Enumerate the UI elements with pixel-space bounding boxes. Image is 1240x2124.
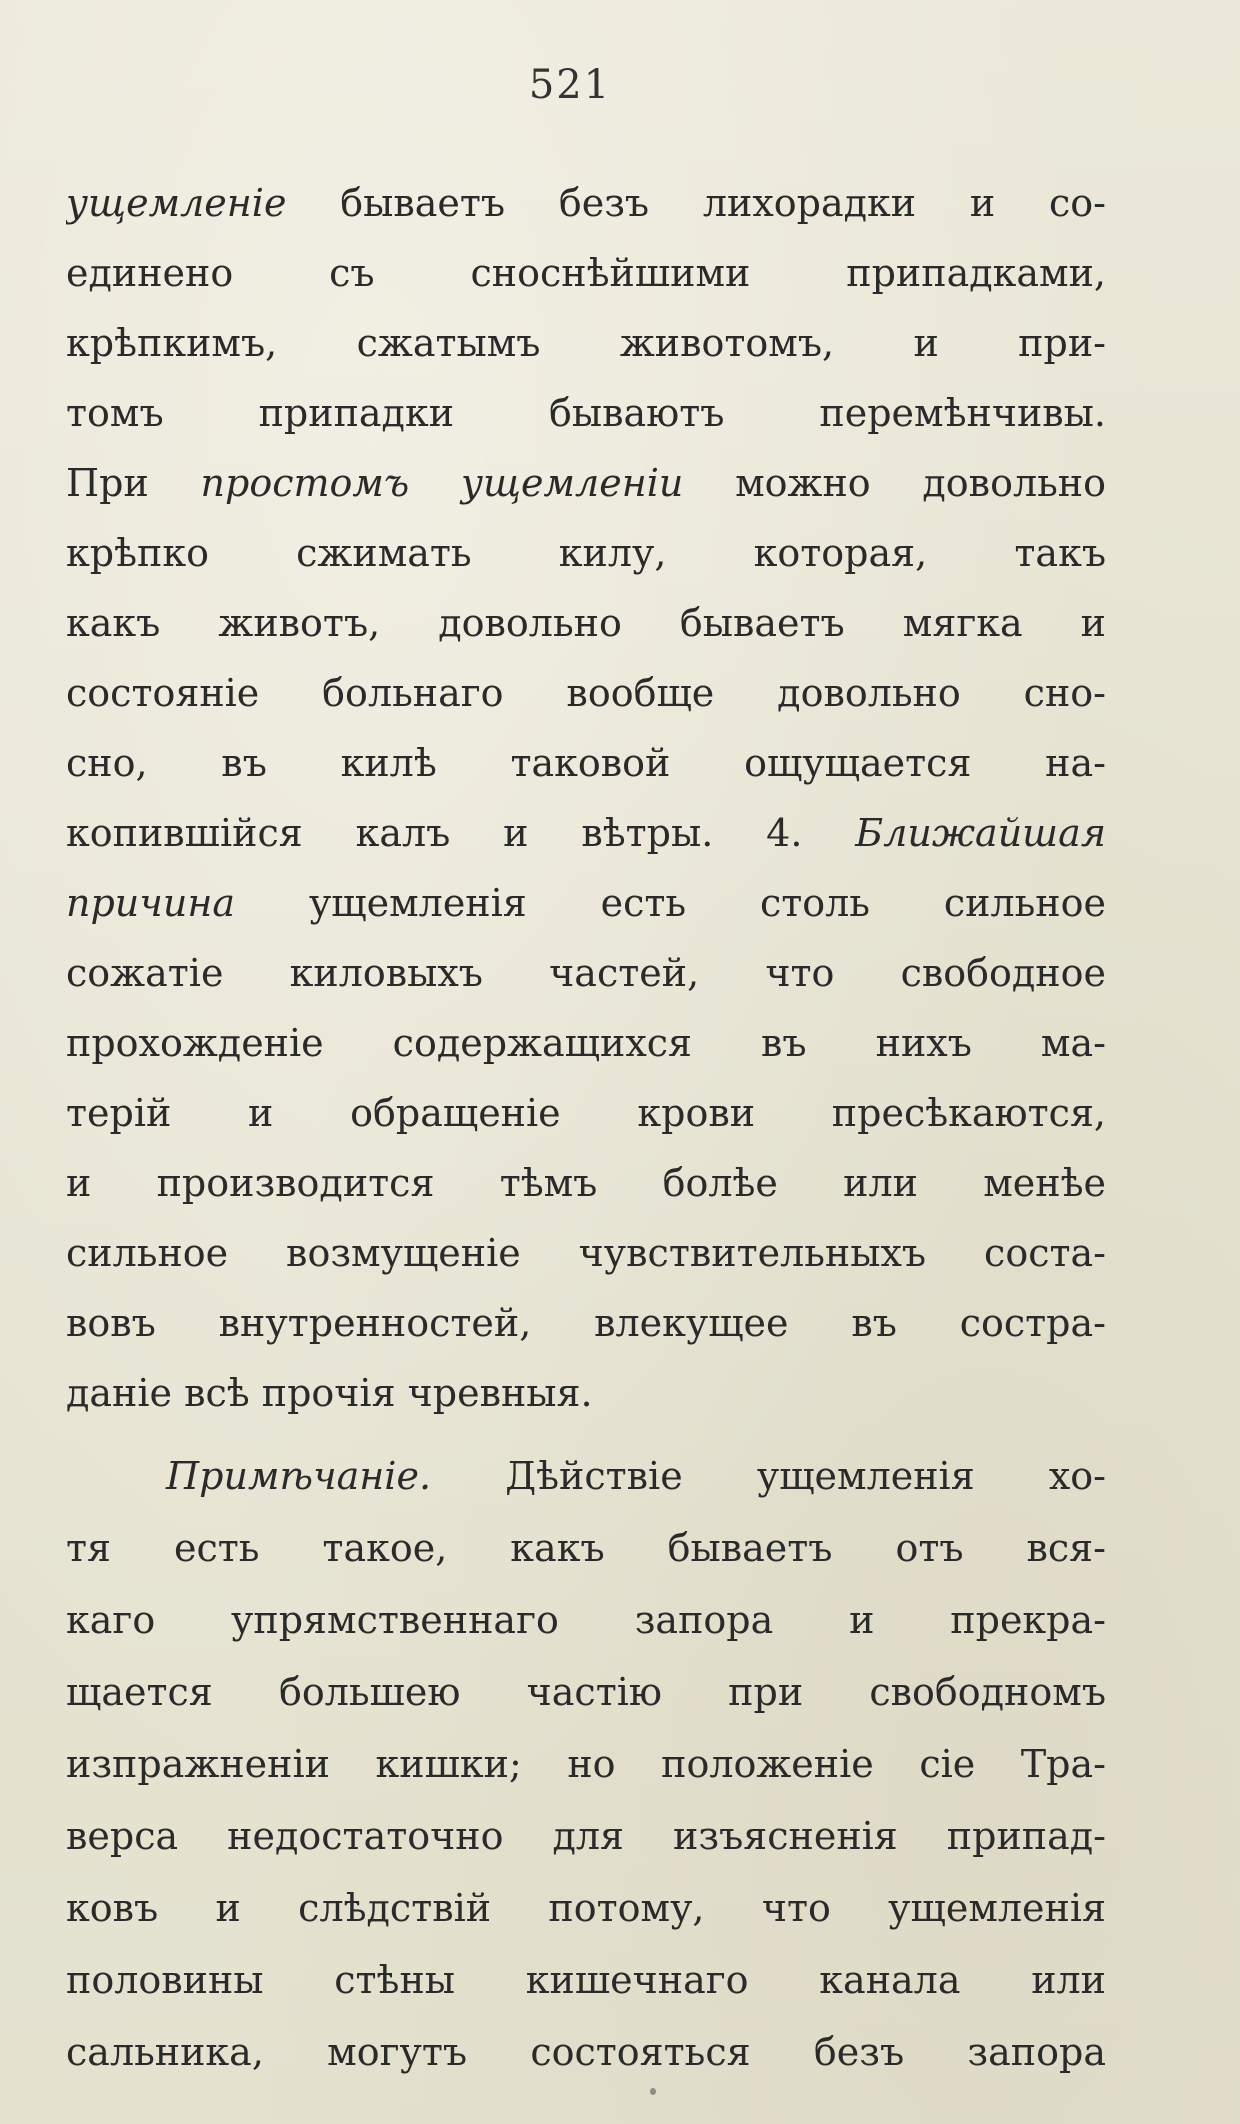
text-line: даніе всѣ прочія чревныя. <box>66 1371 593 1415</box>
text-line: терій и обращеніе крови пресѣкаются, <box>66 1091 1106 1135</box>
text-line: томъ припадки бываютъ перемѣнчивы. <box>66 391 1106 435</box>
text-line <box>66 168 1106 238</box>
text-line: половины стѣны кишечнаго канала или <box>66 1958 1106 2002</box>
text-line: прохожденіе содержащихся въ нихъ ма- <box>66 1021 1106 1065</box>
text-line: единено съ сноснѣйшими припадками, <box>66 251 1106 295</box>
italic-term: причина <box>66 881 236 925</box>
text-line: верса недостаточно для изъясненія припад- <box>66 1814 1106 1858</box>
paragraph-note <box>66 1440 1106 2088</box>
text-line: ковъ и слѣдствій потому, что ущемленія <box>66 1886 1106 1930</box>
text-line: сальника, могутъ состояться безъ запора <box>66 2030 1106 2074</box>
text-line <box>66 868 1106 938</box>
text-line: сно, въ килѣ таковой ощущается на- <box>66 741 1106 785</box>
text-line: крѣпко сжимать килу, которая, такъ <box>66 531 1106 575</box>
text-line: сожатіе киловыхъ частей, что свободное <box>66 951 1106 995</box>
text-line: тя есть такое, какъ бываетъ отъ вся- <box>66 1526 1106 1570</box>
text-line: какъ животъ, довольно бываетъ мягка и <box>66 601 1106 645</box>
ink-speck <box>650 2088 656 2095</box>
page-number: 521 <box>528 62 612 108</box>
text-line <box>66 448 1106 518</box>
italic-term: простомъ ущемленіи <box>200 461 684 505</box>
text-line: сильное возмущеніе чувствительныхъ соста- <box>66 1231 1106 1275</box>
text-line: состояніе больнаго вообще довольно сно- <box>66 671 1106 715</box>
text-line: вовъ внутренностей, влекущее въ сострa- <box>66 1301 1106 1345</box>
italic-heading: Примѣчаніе. <box>166 1454 432 1498</box>
text-line <box>66 798 1106 868</box>
line-text: копившійся калъ и вѣтры. 4. <box>66 811 856 855</box>
text-line: изпражненіи кишки; но положеніе сіе Тра- <box>66 1742 1106 1786</box>
text-line: каго упрямственнаго запора и прекра- <box>66 1598 1106 1642</box>
body-text <box>66 168 1106 2088</box>
line-text: Дѣйствіе ущемленія хо- <box>431 1454 1106 1498</box>
italic-term: ущемленіе <box>66 181 287 225</box>
text-line <box>66 1440 1106 1512</box>
text-line: щается большею частію при свободномъ <box>66 1670 1106 1714</box>
paragraph-main <box>66 168 1106 1428</box>
italic-term: Ближайшая <box>855 811 1106 855</box>
line-text: При <box>66 461 201 505</box>
text-line: и производится тѣмъ болѣе или менѣе <box>66 1161 1106 1205</box>
text-line: крѣпкимъ, сжатымъ животомъ, и при- <box>66 321 1106 365</box>
line-text: ущемленія есть столь сильное <box>235 881 1106 925</box>
line-text: бываетъ безъ лихорадки и со- <box>286 181 1106 225</box>
line-text: можно довольно <box>683 461 1106 505</box>
